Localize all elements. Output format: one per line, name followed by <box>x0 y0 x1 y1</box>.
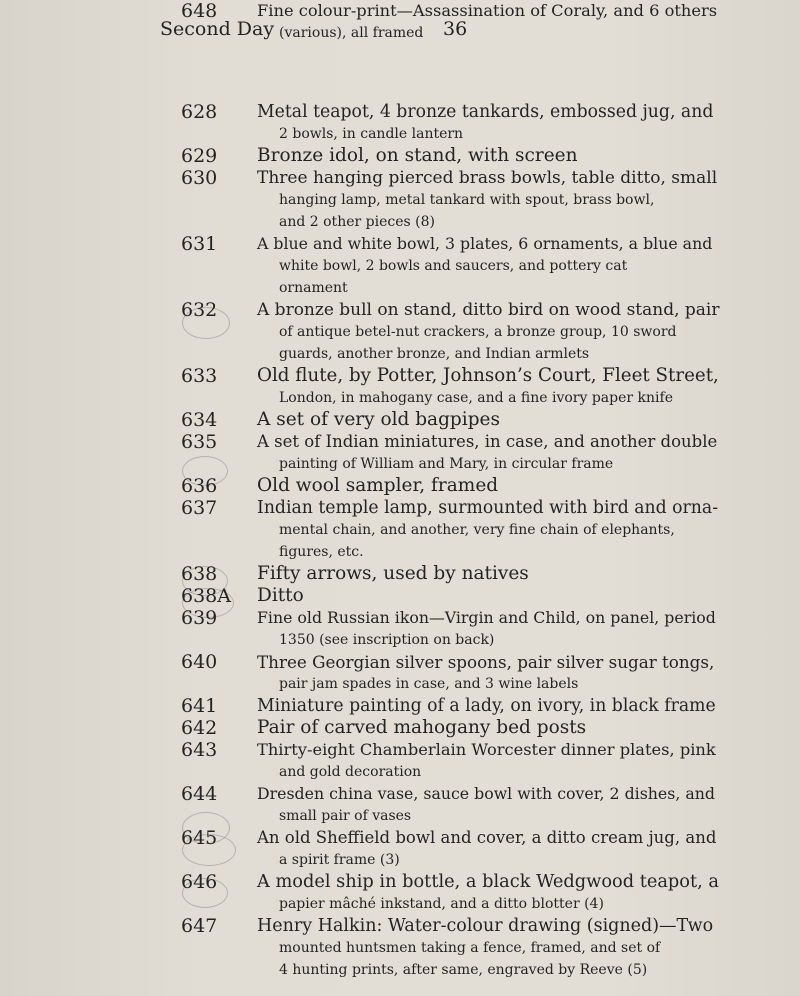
lot-line: painting of William and Mary, in circular frame <box>279 456 614 472</box>
section-title: Second Day <box>160 18 275 40</box>
lot-line: guards, another bronze, and Indian armlets <box>279 346 590 362</box>
lot-line: Miniature painting of a lady, on ivory, in black frame <box>257 696 716 716</box>
lot-description <box>257 915 717 981</box>
lot-line: and gold decoration <box>279 764 422 780</box>
lot-description <box>257 0 717 44</box>
lot-number: 646 <box>181 871 218 893</box>
lot-number: 636 <box>181 475 218 497</box>
lot-line: small pair of vases <box>279 808 412 824</box>
lot-description <box>257 783 717 827</box>
lot-line: 4 hunting prints, after same, engraved by Reeve (5) <box>279 962 648 978</box>
lot-line: A bronze bull on stand, ditto bird on wood stand, pair <box>257 300 720 320</box>
lot-number: 631 <box>181 233 218 255</box>
lot-line: 1350 (see inscription on back) <box>279 632 495 648</box>
lot-line: Old wool sampler, framed <box>257 475 499 496</box>
lot-line: mounted huntsmen taking a fence, framed, and set of <box>279 940 661 956</box>
lot-number: 643 <box>181 739 218 761</box>
lot-description <box>257 871 717 915</box>
lot-number: 632 <box>181 299 218 321</box>
lot-number: 634 <box>181 409 218 431</box>
lot-line: (various), all framed <box>279 25 424 41</box>
lot-number: 638A <box>181 585 231 607</box>
lot-number: 641 <box>181 695 218 717</box>
lot-description <box>257 739 717 783</box>
lot-description <box>257 233 717 299</box>
lot-line: a spirit frame (3) <box>279 852 400 868</box>
lot-line: pair jam spades in case, and 3 wine labels <box>279 676 579 692</box>
lot-line: An old Sheffield bowl and cover, a ditto cream jug, and <box>257 828 717 847</box>
lot-line: Henry Halkin: Water-colour drawing (signed)—Two <box>257 916 714 936</box>
lot-number: 644 <box>181 783 218 805</box>
lot-description <box>257 585 717 607</box>
lot-description <box>257 717 717 739</box>
lot-number: 635 <box>181 431 218 453</box>
lot-description <box>257 145 717 167</box>
lot-description <box>257 695 717 717</box>
lot-line: mental chain, and another, very fine chain of elephants, <box>279 522 675 538</box>
lot-description <box>257 365 717 409</box>
lot-number: 628 <box>181 101 218 123</box>
lot-line: and 2 other pieces (8) <box>279 214 435 230</box>
lot-description <box>257 409 717 431</box>
lot-description <box>257 475 717 497</box>
lot-number: 642 <box>181 717 218 739</box>
lot-line: Ditto <box>257 585 304 606</box>
lot-line: hanging lamp, metal tankard with spout, brass bowl, <box>279 192 655 208</box>
lot-description <box>257 563 717 585</box>
lot-line: Thirty-eight Chamberlain Worcester dinner plates, pink <box>257 740 716 759</box>
lot-line: A set of very old bagpipes <box>257 409 500 430</box>
lot-number: 633 <box>181 365 218 387</box>
lot-line: papier mâché inkstand, and a ditto blotter (4) <box>279 896 604 912</box>
lot-line: Fifty arrows, used by natives <box>257 563 529 584</box>
lot-line: A blue and white bowl, 3 plates, 6 ornaments, a blue and <box>257 234 713 253</box>
lot-line: of antique betel-nut crackers, a bronze group, 10 sword <box>279 324 677 340</box>
lot-description <box>257 299 720 365</box>
lot-line: Dresden china vase, sauce bowl with cover, 2 dishes, and <box>257 784 715 803</box>
lot-number: 629 <box>181 145 218 167</box>
lot-number: 640 <box>181 651 218 673</box>
lot-number: 637 <box>181 497 218 519</box>
lot-number: 630 <box>181 167 218 189</box>
page-number: 36 <box>443 18 468 40</box>
lot-line: 2 bowls, in candle lantern <box>279 126 464 142</box>
lot-line: Metal teapot, 4 bronze tankards, embossed jug, and <box>257 102 714 122</box>
lot-line: Fine colour-print—Assassination of Coraly, and 6 others <box>257 1 718 20</box>
lot-line: Three hanging pierced brass bowls, table ditto, small <box>257 168 718 188</box>
lot-line: figures, etc. <box>279 544 364 560</box>
lot-description <box>257 497 717 563</box>
lot-line: A model ship in bottle, a black Wedgwood teapot, a <box>257 872 719 892</box>
lot-description <box>257 607 717 651</box>
lot-description <box>257 651 717 695</box>
lot-number: 638 <box>181 563 218 585</box>
lot-line: Old flute, by Potter, Johnson’s Court, Fleet Street, <box>257 365 719 386</box>
lot-description <box>257 167 717 233</box>
lot-number: 647 <box>181 915 218 937</box>
lot-line: A set of Indian miniatures, in case, and another double <box>257 432 718 451</box>
lot-description <box>257 431 717 475</box>
lot-line: Fine old Russian ikon—Virgin and Child, on panel, period <box>257 608 716 627</box>
lot-line: Bronze idol, on stand, with screen <box>257 145 578 166</box>
lot-number: 648 <box>181 0 218 22</box>
lot-line: Indian temple lamp, surmounted with bird and orna- <box>257 498 719 518</box>
lot-description <box>257 101 717 145</box>
lot-number: 639 <box>181 607 218 629</box>
lot-line: Pair of carved mahogany bed posts <box>257 717 587 738</box>
lot-line: white bowl, 2 bowls and saucers, and pottery cat <box>279 258 628 274</box>
lot-number: 645 <box>181 827 218 849</box>
lot-line: ornament <box>279 280 348 296</box>
lot-description <box>257 827 717 871</box>
lot-line: Three Georgian silver spoons, pair silver sugar tongs, <box>257 652 715 672</box>
lot-line: London, in mahogany case, and a fine ivory paper knife <box>279 390 673 406</box>
